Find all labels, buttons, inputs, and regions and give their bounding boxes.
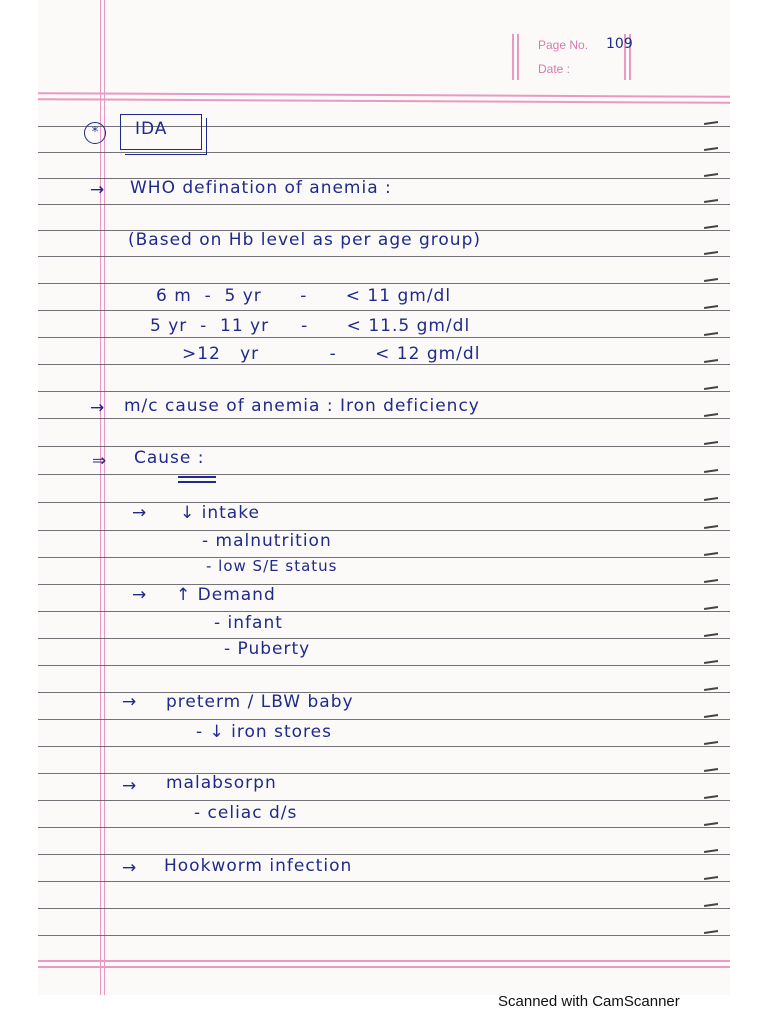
line-text: ↑ Demand	[176, 585, 276, 605]
line-prefix: →	[122, 776, 138, 796]
line-text: - Puberty	[224, 639, 311, 659]
ruled-line	[38, 204, 730, 205]
ruled-line	[38, 391, 730, 392]
ruled-line	[38, 557, 730, 558]
star-icon: *	[84, 122, 106, 144]
ruled-line	[38, 256, 730, 257]
line-text: ↓ intake	[180, 503, 260, 523]
ruled-line	[38, 854, 730, 855]
page-number-box	[512, 30, 632, 82]
line-text: Hookworm infection	[164, 856, 353, 876]
line-text: m/c cause of anemia : Iron deficiency	[124, 396, 480, 416]
ruled-line	[38, 665, 730, 666]
ruled-line	[38, 310, 730, 311]
ruled-line	[38, 337, 730, 338]
line-prefix: →	[90, 180, 106, 200]
ruled-line	[38, 773, 730, 774]
footer-rule-2	[38, 966, 730, 968]
ruled-line	[38, 418, 730, 419]
footer-rule	[38, 960, 730, 962]
line-text: - low S/E status	[206, 557, 338, 575]
line-prefix: ⇒	[92, 451, 108, 471]
date-label: Date :	[538, 62, 571, 76]
ruled-line	[38, 364, 730, 365]
line-text: (Based on Hb level as per age group)	[128, 230, 482, 250]
line-text: - malnutrition	[202, 531, 332, 551]
ruled-line	[38, 446, 730, 447]
ruled-line	[38, 474, 730, 475]
ruled-line	[38, 530, 730, 531]
ruled-line	[38, 746, 730, 747]
line-prefix: →	[90, 398, 106, 418]
ruled-line	[38, 283, 730, 284]
line-prefix: →	[122, 858, 138, 878]
line-text: 5 yr - 11 yr - < 11.5 gm/dl	[150, 316, 471, 336]
ruled-line	[38, 719, 730, 720]
notebook-page	[38, 0, 730, 995]
line-text: - celiac d/s	[194, 803, 298, 823]
line-text: 6 m - 5 yr - < 11 gm/dl	[156, 286, 452, 306]
ruled-line	[38, 638, 730, 639]
line-text: WHO defination of anemia :	[130, 178, 392, 198]
ruled-line	[38, 827, 730, 828]
header-rule	[38, 92, 730, 98]
left-margin-line-2	[104, 0, 105, 995]
line-text: malabsorpn	[166, 773, 277, 793]
cause-underline	[178, 476, 216, 478]
line-prefix: →	[132, 503, 148, 523]
heading-box	[120, 114, 202, 150]
heading-title: IDA	[135, 119, 168, 139]
line-text: - ↓ iron stores	[196, 722, 332, 742]
left-margin-line	[100, 0, 101, 995]
ruled-line	[38, 935, 730, 936]
header-rule-2	[38, 98, 730, 104]
ruled-line	[38, 692, 730, 693]
line-text: >12 yr - < 12 gm/dl	[182, 344, 481, 364]
page-number-label: Page No.	[538, 38, 589, 52]
ruled-line	[38, 881, 730, 882]
line-prefix: →	[132, 585, 148, 605]
page-number-value: 109	[606, 36, 633, 52]
ruled-line	[38, 908, 730, 909]
line-text: preterm / LBW baby	[166, 692, 354, 712]
ruled-line	[38, 611, 730, 612]
line-text: Cause :	[134, 448, 205, 468]
line-text: - infant	[214, 613, 283, 633]
scanner-watermark: Scanned with CamScanner	[498, 993, 680, 1010]
line-prefix: →	[122, 692, 138, 712]
cause-underline-2	[178, 481, 216, 483]
ruled-line	[38, 800, 730, 801]
